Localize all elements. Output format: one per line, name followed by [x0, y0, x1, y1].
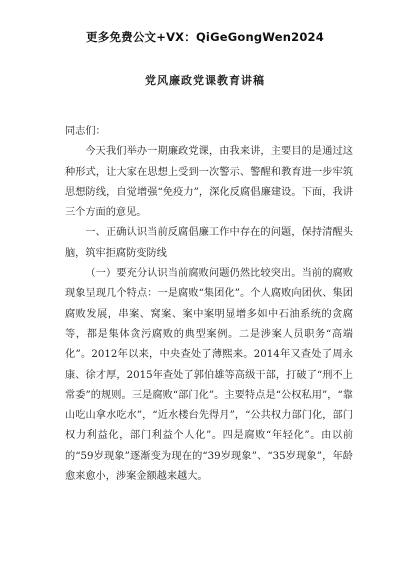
paragraph-intro: 今天我们举办一期廉政党课，由我来讲，主要目的是通过这种形式，让大家在思想上受到一次警示、警醒和教育进一步牢筑思想防线，自觉增强“免疫力”，深化反腐倡廉建设。下面，我讲三个方面的意见。	[65, 146, 353, 219]
document-title: 党风廉政党课教育讲稿	[145, 74, 265, 87]
promo-header: 更多免费公文+VX：QiGeGongWen2024	[86, 30, 324, 44]
document-body	[65, 122, 353, 487]
section-heading-1: 一、正确认识当前反腐倡廉工作中存在的问题，保持清醒头脑，筑牢拒腐防变防线	[65, 227, 353, 259]
salutation: 同志们：	[65, 126, 106, 137]
paragraph-point-1: （一）要充分认识当前腐败问题仍然比较突出。当前的腐败现象呈现几个特点：一是腐败“集团化”。个人腐败向团伙、集团腐败发展，串案、窝案、案中案明显增多如中石油系统的贪腐等，都是集体贪污腐败的典型案例。二是涉案人员职务“高端化”。2012年以来，中央查处了薄熙来。2014年又查处了周永康、徐才厚，2015年查处了郭伯雄等高级干部，打破了“刑不上常委”的规则。三是腐败“部门化”。主要特点是“公权私用”，“靠山吃山拿水吃水”，“近水楼台先得月”，“公共权力部门化，部门权力利益化，部门利益个人化”。四是腐败“年轻化”。由以前的“59岁现象”逐渐变为现在的“39岁现象”、“35岁现象”，年龄愈来愈小，涉案金额越来越大。	[65, 268, 353, 483]
